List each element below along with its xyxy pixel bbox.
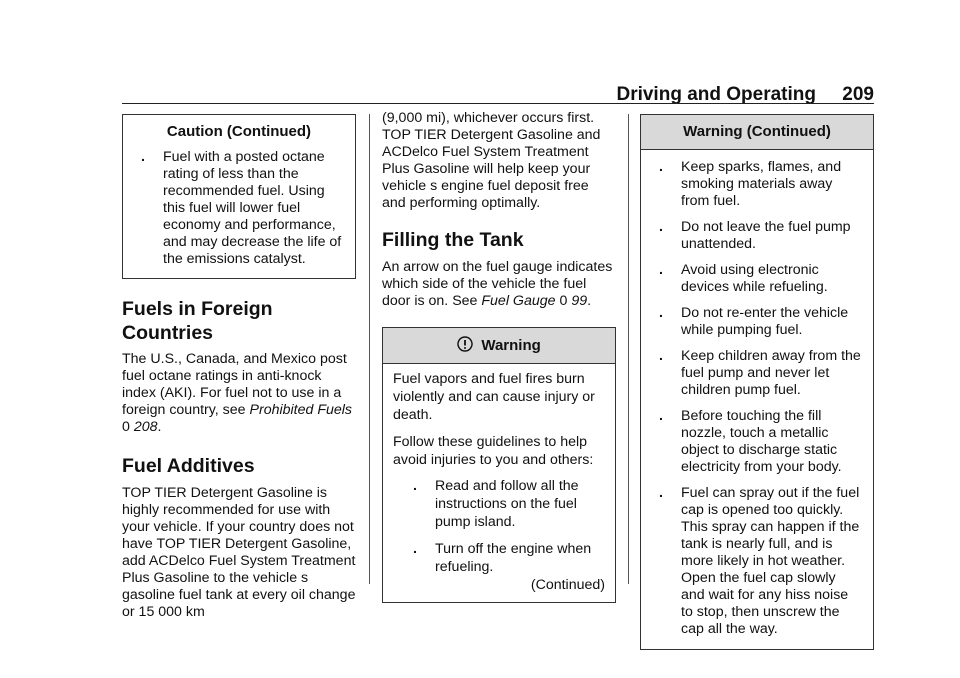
warning-bullet <box>393 540 605 576</box>
bullet-mark: . <box>659 348 663 364</box>
bullet-mark: . <box>659 485 663 501</box>
bullet-mark: . <box>141 149 145 165</box>
warning-bullet <box>393 477 605 531</box>
fuels-foreign-body: The U.S., Canada, and Mexico post fuel octane ratings in anti-knock index (AKI). For fuel not to use in a foreign country, see <box>122 351 347 418</box>
heading-fuels-foreign: Fuels in Foreign Countries <box>122 298 273 344</box>
heading-fuel-additives: Fuel Additives <box>122 455 255 477</box>
period: . <box>587 293 592 309</box>
warning-box <box>382 327 616 603</box>
page-ref-arrow-icon: 0 <box>122 419 130 435</box>
warning-bullet <box>651 219 863 253</box>
bullet-mark: . <box>659 159 663 175</box>
bullet-mark: . <box>659 262 663 278</box>
xref-page-99[interactable]: 99 <box>571 293 588 309</box>
warning-bullet <box>651 159 863 210</box>
warning-bullet-text: Fuel can spray out if the fuel cap is opened too quickly. This spray can happen if the tank is nearly full, and is more likely in hot weather. Open the fuel cap slowly and wait for any hiss noise to stop, then unscrew the cap all the way. <box>681 485 860 637</box>
xref-prohibited-fuels[interactable]: Prohibited Fuels <box>249 402 353 418</box>
continued-label: (Continued) <box>530 577 605 593</box>
warning-bullet-text: Turn off the engine when refueling. <box>435 541 592 575</box>
bullet-mark: . <box>659 219 663 235</box>
warning-header <box>383 328 615 364</box>
warning-bullet-text: Keep children away from the fuel pump and never let children pump fuel. <box>681 348 861 398</box>
caution-bullet <box>133 149 345 268</box>
heading-filling-tank: Filling the Tank <box>382 229 524 251</box>
bullet-mark: . <box>413 541 417 557</box>
period: . <box>157 419 162 435</box>
column-2 <box>382 110 616 603</box>
warning-paragraph-2: Follow these guidelines to help avoid injuries to you and others: <box>393 434 594 468</box>
fuel-additives-text: TOP TIER Detergent Gasoline is highly recommended for use with your vehicle. If your country does not have TOP TIER Detergent Gasoline, add ACDelco Fuel System Treatment Plus Gasoline to the vehicle s gasoline fuel tank at every oil change or 15 000 km <box>122 485 356 620</box>
warning-continued-title: Warning (Continued) <box>641 115 873 150</box>
column-3 <box>640 114 874 650</box>
warning-bullet <box>651 305 863 339</box>
filling-tank-text <box>382 259 616 310</box>
warning-bullet-text: Do not re-enter the vehicle while pumping fuel. <box>681 305 849 338</box>
warning-bullet <box>651 408 863 476</box>
warning-bullet-text: Keep sparks, flames, and smoking materials away from fuel. <box>681 159 842 209</box>
warning-bullet-text: Avoid using electronic devices while refueling. <box>681 262 828 295</box>
header-rule <box>122 103 874 104</box>
warning-bullet <box>651 348 863 399</box>
column-1 <box>122 114 356 621</box>
page-number: 209 <box>842 84 874 105</box>
warning-bullet <box>651 485 863 638</box>
section-title: Driving and Operating <box>616 84 816 105</box>
caution-bullet-text: Fuel with a posted octane rating of less than the recommended fuel. Using this fuel will lower fuel economy and performance, and may decrease the life of the emissions catalyst. <box>163 149 342 267</box>
caution-box <box>122 114 356 279</box>
warning-paragraph-1: Fuel vapors and fuel fires burn violently and can cause injury or death. <box>393 371 595 423</box>
warning-icon <box>457 336 473 352</box>
bullet-mark: . <box>659 408 663 424</box>
xref-page-208[interactable]: 208 <box>133 419 158 435</box>
caution-title: Caution (Continued) <box>166 123 312 140</box>
bullet-mark: . <box>413 478 417 494</box>
page-ref-arrow-icon: 0 <box>559 293 568 309</box>
xref-fuel-gauge[interactable]: Fuel Gauge <box>481 293 556 309</box>
fuels-foreign-text <box>122 351 356 436</box>
page-header <box>122 84 874 108</box>
column-divider <box>628 114 629 584</box>
warning-title: Warning <box>481 337 541 354</box>
warning-bullet <box>651 262 863 296</box>
warning-continued-box <box>640 114 874 650</box>
warning-bullet-text: Do not leave the fuel pump unattended. <box>681 219 851 252</box>
bullet-mark: . <box>659 305 663 321</box>
additives-continued-text: (9,000 mi), whichever occurs first. TOP TIER Detergent Gasoline and ACDelco Fuel System Treatment Plus Gasoline will help keep your vehicle s engine fuel deposit free and performing optimally. <box>382 110 601 211</box>
warning-bullet-text: Before touching the fill nozzle, touch a metallic object to discharge static electricity from your body. <box>681 408 842 475</box>
filling-tank-body: An arrow on the fuel gauge indicates which side of the vehicle the fuel door is on. See <box>382 259 613 309</box>
column-divider <box>369 114 370 584</box>
warning-bullet-text: Read and follow all the instructions on the fuel pump island. <box>435 478 579 530</box>
